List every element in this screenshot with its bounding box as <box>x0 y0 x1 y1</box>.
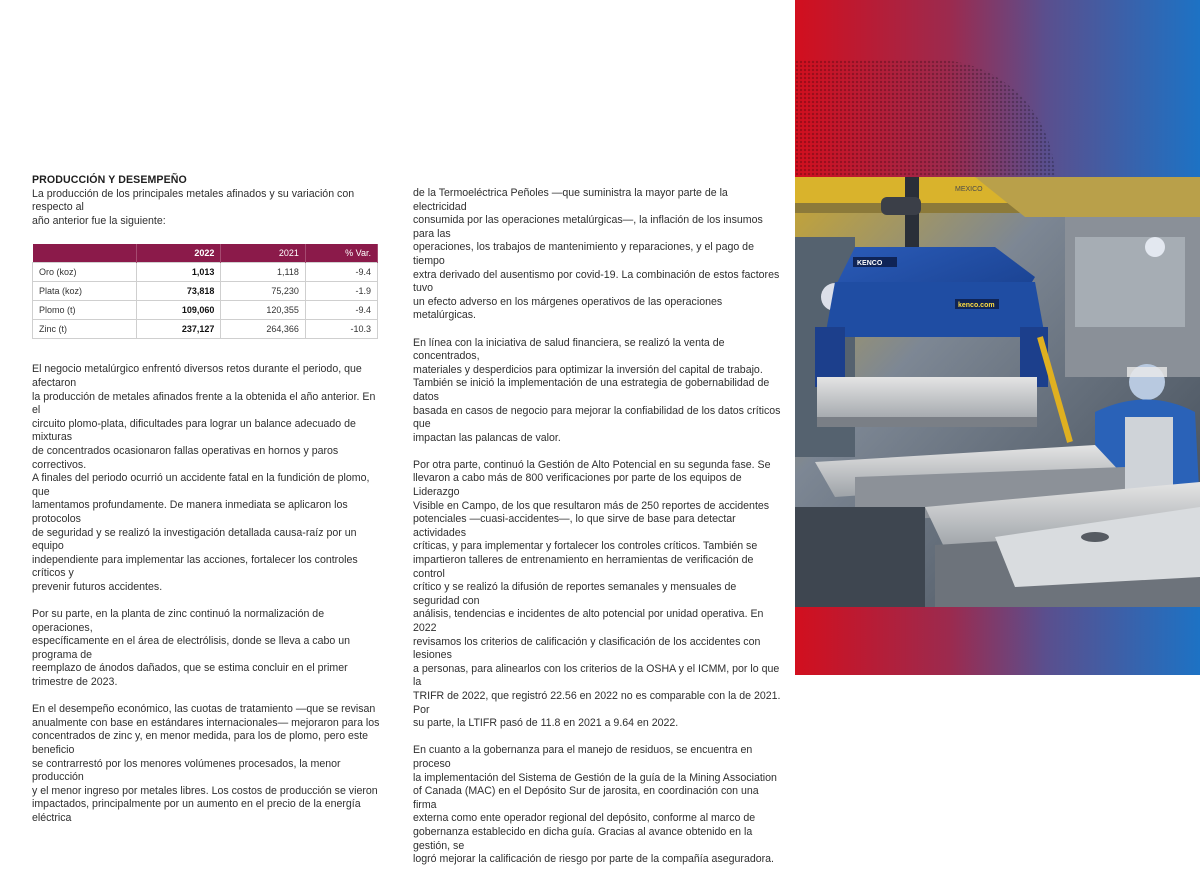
table-cell: 1,013 <box>136 263 220 282</box>
table-cell: Zinc (t) <box>33 320 137 339</box>
body-paragraph: En línea con la iniciativa de salud financiera, se realizó la venta de concentrados, materiales y desperdicios para optimizar la inversión del capital de trabajo. También se inició la implementación de una estrategia de gobernabilidad de datos basada en casos de negocio para mejorar la confiabilidad de los datos críticos que impactan las palancas de valor. <box>413 336 781 444</box>
table-row <box>33 320 378 339</box>
section-intro: La producción de los principales metales afinados y su variación con respecto al año anterior fue la siguiente: <box>32 187 355 227</box>
body-paragraph: En cuanto a la gobernanza para el manejo de residuos, se encuentra en proceso la implementación del Sistema de Gestión de la guía de la Mining Association of Canada (MAC) en el Depósito Sur de jarosita, en coordinación con una firma externa como ente operador regional del depósito, conforme al marco de gobernanza establecido en dicha guía. Gracias al avance obtenido en la gestión, se logró mejorar la calificación de riesgo por parte de la compañía aseguradora. <box>413 744 777 866</box>
left-column <box>32 174 384 839</box>
table-cell: 264,366 <box>221 320 305 339</box>
table-cell: -9.4 <box>305 263 377 282</box>
right-column <box>413 187 781 880</box>
table-cell: 75,230 <box>221 282 305 301</box>
table-row <box>33 263 378 282</box>
table-cell: Oro (koz) <box>33 263 137 282</box>
table-cell: -9.4 <box>305 301 377 320</box>
crane-label: KENCO <box>857 260 883 267</box>
table-cell: 120,355 <box>221 301 305 320</box>
table-cell: Plomo (t) <box>33 301 137 320</box>
table-header-cell: % Var. <box>305 244 377 263</box>
crane-label: kenco.com <box>958 302 995 309</box>
table-row <box>33 282 378 301</box>
production-table <box>32 244 378 339</box>
table-header-cell: 2021 <box>221 244 305 263</box>
table-header-row <box>33 244 378 263</box>
table-row <box>33 301 378 320</box>
halftone-pattern <box>795 60 1055 180</box>
table-cell: -1.9 <box>305 282 377 301</box>
table-cell: 237,127 <box>136 320 220 339</box>
table-header-cell: 2022 <box>136 244 220 263</box>
body-paragraph: En el desempeño económico, las cuotas de tratamiento —que se revisan anualmente con base en estándares internacionales— mejoraron para los concentrados de zinc y, en menor medida, para los de plomo, pero este beneficio se contrarrestó por los menores volúmenes procesados, la menor producción y el menor ingreso por metales libres. Los costos de producción se vieron impactados, principalmente por un aumento en el precio de la energía eléctrica <box>32 703 380 824</box>
table-cell: 109,060 <box>136 301 220 320</box>
table-cell: Plata (koz) <box>33 282 137 301</box>
banner-text: MEXICO <box>955 186 983 193</box>
table-cell: 73,818 <box>136 282 220 301</box>
body-paragraph: Por otra parte, continuó la Gestión de Alto Potencial en su segunda fase. Se llevaron a cabo más de 800 verificaciones por parte de los equipos de Liderazgo Visible en Campo, de los que resultaron más de 250 reportes de accidentes potenciales —cuasi-accidentes—, lo que sirve de base para detectar actividades críticas, y para implementar y fortalecer los controles críticos. También se impartieron talleres de entrenamiento en herramientas de verificación de control crítico y se realizó la difusión de reportes semanales y mensuales de seguridad con análisis, tendencias e incidentes de alto potencial por unidad operativa. En 2022 revisamos los criterios de calificación y clasificación de los accidentes con lesiones a personas, para alinearlos con los criterios de la OSHA y el ICMM, por lo que la TRIFR de 2022, que registró 22.56 en 2022 no es comparable con la de 2021. Por su parte, la LTIFR pasó de 11.8 en 2021 a 9.64 en 2022. <box>413 458 781 730</box>
metallurgy-photo <box>795 177 1200 607</box>
body-paragraph: El negocio metalúrgico enfrentó diversos retos durante el periodo, que afectaron la producción de metales afinados frente a la obtenida el año anterior. En el circuito plomo-plata, dificultades para lograr un balance adecuado de mixturas de concentrados ocasionaron fallas operativas en hornos y paros correctivos. A finales del periodo ocurrió un accidente fatal en la fundición de plomo, que lamentamos profundamente. De manera inmediata se aplicaron los protocolos de seguridad y se realizó la investigación detallada causa-raíz por un equipo independiente para implementar las acciones, fortalecer los controles críticos y prevenir futuros accidentes. <box>32 363 376 593</box>
body-paragraph: Por su parte, en la planta de zinc continuó la normalización de operaciones, específicamente en el área de electrólisis, donde se lleva a cabo un programa de reemplazo de ánodos dañados, que se estima concluir en el primer trimestre de 2023. <box>32 608 351 689</box>
table-cell: 1,118 <box>221 263 305 282</box>
body-paragraph: de la Termoeléctrica Peñoles —que suministra la mayor parte de la electricidad consumida por las operaciones metalúrgicas—, la inflación de los insumos para las operaciones, los trabajos de mantenimiento y reparaciones, y el pago de tiempo extra derivado del ausentismo por covid-19. La combinación de estos factores tuvo un efecto adverso en los márgenes operativos de las operaciones metalúrgicas. <box>413 187 780 322</box>
section-heading: PRODUCCIÓN Y DESEMPEÑO <box>32 174 187 186</box>
table-header-cell <box>33 244 137 263</box>
table-cell: -10.3 <box>305 320 377 339</box>
